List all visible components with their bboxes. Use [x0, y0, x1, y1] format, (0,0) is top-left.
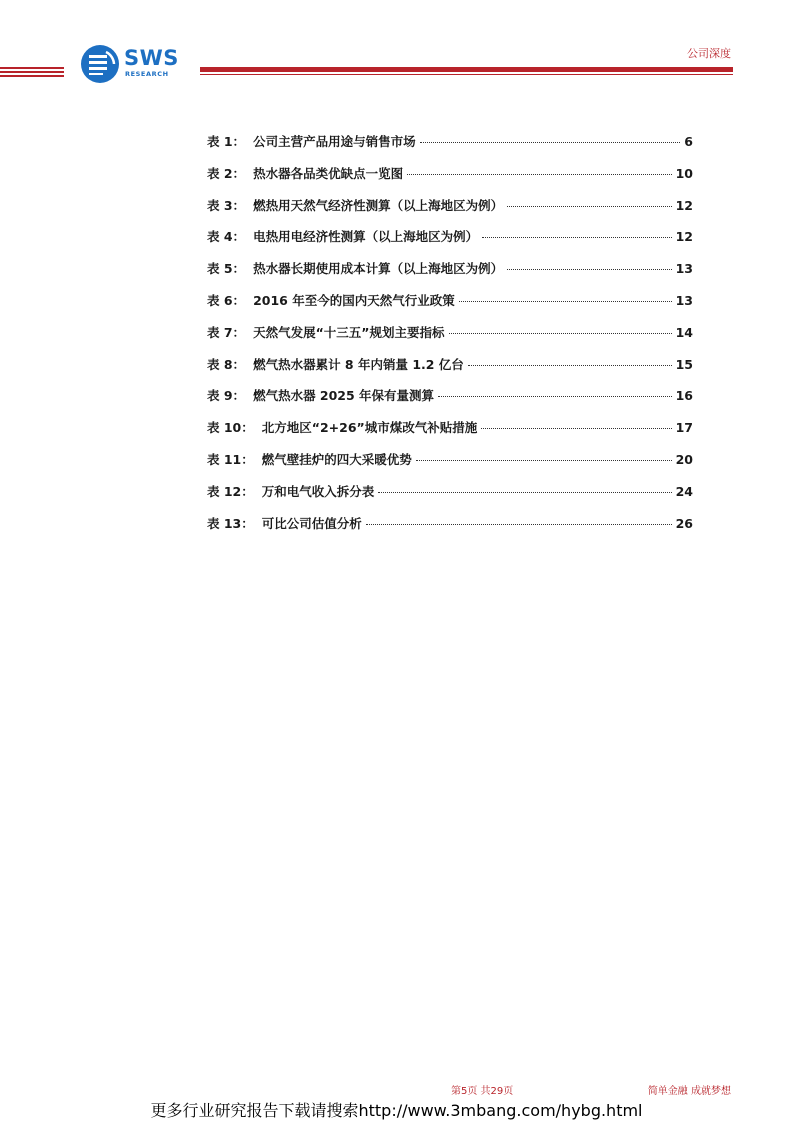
toc-page: 15	[675, 356, 693, 372]
toc-title: 北方地区“2+26”城市煤改气补贴措施	[261, 420, 478, 436]
toc-page: 17	[675, 420, 693, 436]
sws-logo-mark-icon	[80, 44, 120, 84]
dot-leader	[416, 460, 672, 461]
section-label: 公司深度	[687, 47, 731, 60]
toc-title: 可比公司估值分析	[261, 515, 362, 531]
toc-title: 天然气发展“十三五”规划主要指标	[253, 324, 445, 340]
toc-title: 热水器长期使用成本计算（以上海地区为例）	[253, 261, 504, 277]
toc-number: 表 7：	[207, 324, 246, 340]
toc-title: 燃热用天然气经济性测算（以上海地区为例）	[253, 197, 504, 213]
dot-leader	[459, 301, 672, 302]
dot-leader	[366, 524, 672, 525]
toc-entry[interactable]	[207, 227, 693, 259]
toc-number: 表 3：	[207, 197, 246, 213]
toc-entry[interactable]	[207, 514, 693, 546]
toc-number: 表 6：	[207, 292, 246, 308]
toc-entry[interactable]	[207, 386, 693, 418]
toc-title: 电热用电经济性测算（以上海地区为例）	[253, 229, 479, 245]
sws-logo	[80, 44, 188, 86]
toc-number: 表 10：	[207, 420, 254, 436]
toc-page: 13	[675, 292, 693, 308]
dot-leader	[507, 206, 672, 207]
footer-slogan: 简单金融 成就梦想	[647, 1086, 731, 1097]
dot-leader	[449, 333, 672, 334]
dot-leader	[482, 237, 672, 238]
toc-entry[interactable]	[207, 355, 693, 387]
toc-page: 24	[675, 483, 693, 499]
toc-title: 热水器各品类优缺点一览图	[253, 165, 404, 181]
toc-number: 表 9：	[207, 388, 246, 404]
toc-entry[interactable]	[207, 132, 693, 164]
dot-leader	[420, 142, 681, 143]
dot-leader	[378, 492, 671, 493]
toc-page: 12	[675, 197, 693, 213]
toc-number: 表 4：	[207, 229, 246, 245]
toc-page: 16	[675, 388, 693, 404]
toc-entry[interactable]	[207, 450, 693, 482]
dot-leader	[481, 428, 671, 429]
toc-entry[interactable]	[207, 482, 693, 514]
toc-entry[interactable]	[207, 196, 693, 228]
toc-entry[interactable]	[207, 164, 693, 196]
header-rule-left	[0, 67, 64, 79]
toc-number: 表 5：	[207, 261, 246, 277]
toc-page: 26	[675, 515, 693, 531]
toc-number: 表 1：	[207, 134, 246, 149]
toc-title: 公司主营产品用途与销售市场	[253, 134, 416, 149]
logo-subtext: RESEARCH	[125, 70, 169, 78]
toc-page: 12	[675, 229, 693, 245]
toc-entry[interactable]	[207, 418, 693, 450]
logo-text: SWS	[124, 46, 179, 70]
table-list	[207, 132, 693, 545]
download-banner[interactable]: 更多行业研究报告下载请搜索http://www.3mbang.com/hybg.html	[150, 1101, 643, 1120]
toc-entry[interactable]	[207, 323, 693, 355]
dot-leader	[468, 365, 672, 366]
page-info: 第5页 共29页	[451, 1086, 514, 1097]
toc-page: 14	[675, 324, 693, 340]
toc-number: 表 11：	[207, 451, 254, 467]
toc-page: 13	[675, 261, 693, 277]
dot-leader	[438, 396, 672, 397]
toc-title: 万和电气收入拆分表	[261, 483, 375, 499]
toc-title: 2016 年至今的国内天然气行业政策	[253, 292, 455, 308]
toc-number: 表 12：	[207, 483, 254, 499]
toc-page: 10	[675, 165, 693, 181]
toc-page: 6	[684, 134, 693, 149]
toc-title: 燃气壁挂炉的四大采暖优势	[261, 451, 412, 467]
toc-title: 燃气热水器累计 8 年内销量 1.2 亿台	[253, 356, 464, 372]
toc-page: 20	[675, 451, 693, 467]
dot-leader	[507, 269, 672, 270]
toc-number: 表 13：	[207, 515, 254, 531]
toc-number: 表 8：	[207, 356, 246, 372]
header-rule-right	[200, 67, 733, 77]
dot-leader	[407, 174, 672, 175]
toc-title: 燃气热水器 2025 年保有量测算	[253, 388, 435, 404]
toc-entry[interactable]	[207, 259, 693, 291]
toc-number: 表 2：	[207, 165, 246, 181]
toc-entry[interactable]	[207, 291, 693, 323]
